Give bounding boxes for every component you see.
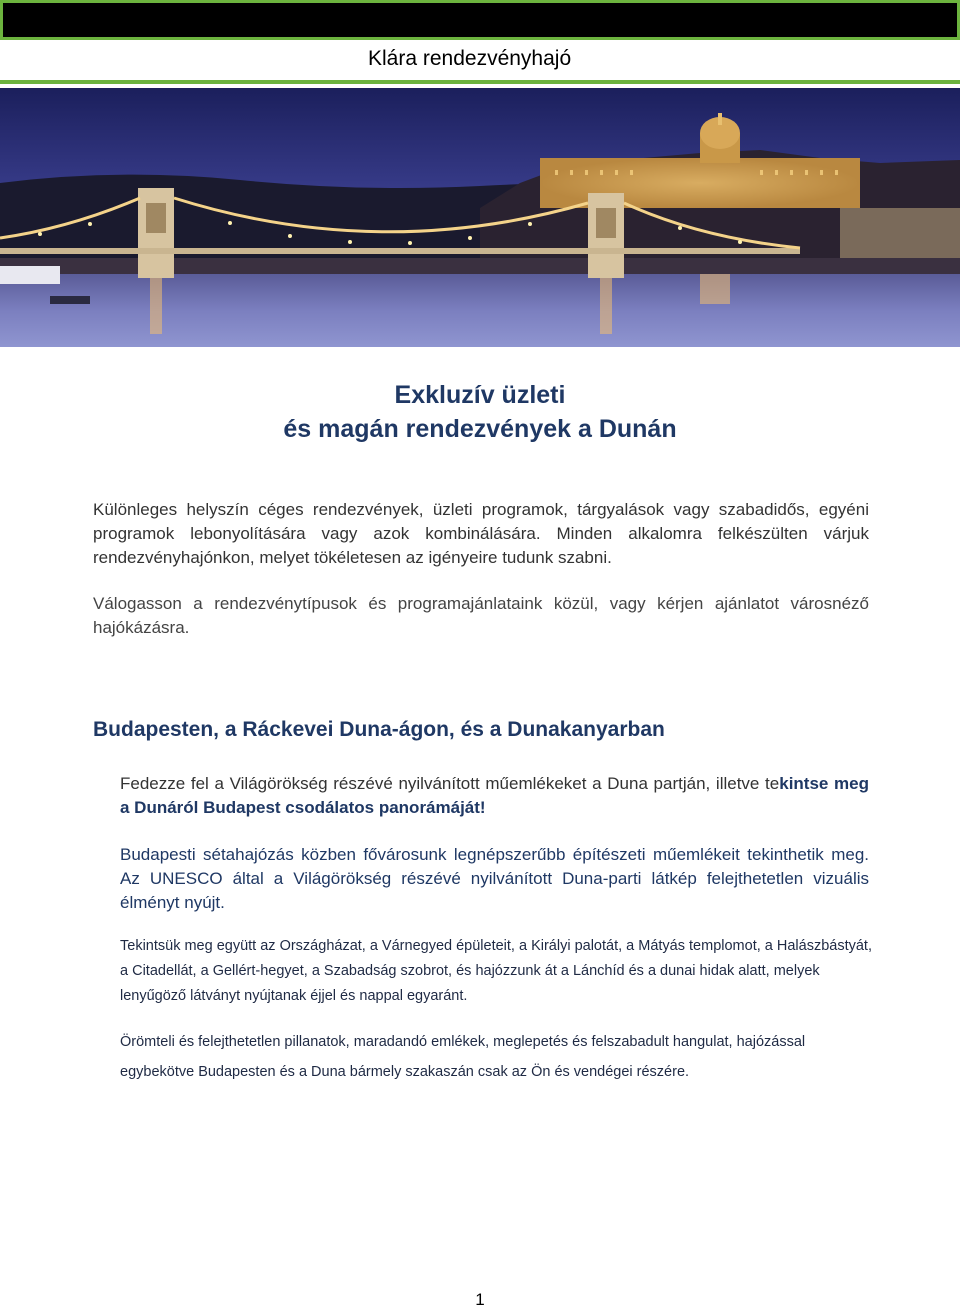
section-paragraph-1-bold: kintse meg a Dunáról Budapest csodálatos panorámáját! [120, 774, 869, 817]
budapest-chain-bridge-night-photo [0, 88, 960, 347]
section-title: Budapesten, a Ráckevei Duna-ágon, és a Dunakanyarban [93, 718, 665, 741]
header-title: Klára rendezvényhajó [368, 47, 572, 70]
top-black-bar [0, 0, 960, 40]
page-number: 1 [475, 1290, 485, 1309]
section-paragraph-2: Budapesti sétahajózás közben fővárosunk legnépszerűbb építészeti műemlékeit tekinthetik meg. Az UNESCO által a Világörökség részévé nyilvánított Duna-parti látkép felejthetetlen vizuális élményt nyújt. [120, 845, 869, 912]
main-headline [0, 378, 960, 446]
intro-paragraph-2: Válogasson a rendezvénytípusok és programajánlataink közül, vagy kérjen ajánlatot városnéző hajókázásra. [93, 594, 869, 637]
intro-paragraph-1: Különleges helyszín céges rendezvények, üzleti programok, tárgyalások vagy szabadidős, egyéni programok lebonyolítására vagy azok kombinálására. Minden alkalomra felkészülten várjuk rendezvényhajónkon, melyet tökéletesen az igényeire tudunk szabni. [93, 500, 869, 567]
section-paragraph-4: Örömteli és felejthetetlen pillanatok, maradandó emlékek, meglepetés és felszabadult hangulat, hajózással egybekötve Budapesten és a Duna bármely szakaszán csak az Ön és vendégei részére. [120, 1034, 806, 1080]
headline-line-1: Exkluzív üzleti [394, 381, 566, 409]
headline-line-2: és magán rendezvények a Dunán [283, 415, 677, 443]
section-paragraph-1 [120, 772, 869, 820]
header-divider [0, 80, 960, 84]
section-paragraph-3: Tekintsük meg együtt az Országházat, a Várnegyed épületeit, a Királyi palotát, a Mátyás templomot, a Halászbástyát, a Citadellát, a Gellért-hegyet, a Szabadság szobrot, és hajózzunk át a Lánchíd és a dunai hidak alatt, melyek lenyűgöző látványt nyújtanak éjjel és nappal egyaránt. [120, 938, 872, 1004]
section-paragraph-1-text: Fedezze fel a Világörökség részévé nyilvánított műemlékeket a Duna partján, illetve te [120, 774, 780, 793]
